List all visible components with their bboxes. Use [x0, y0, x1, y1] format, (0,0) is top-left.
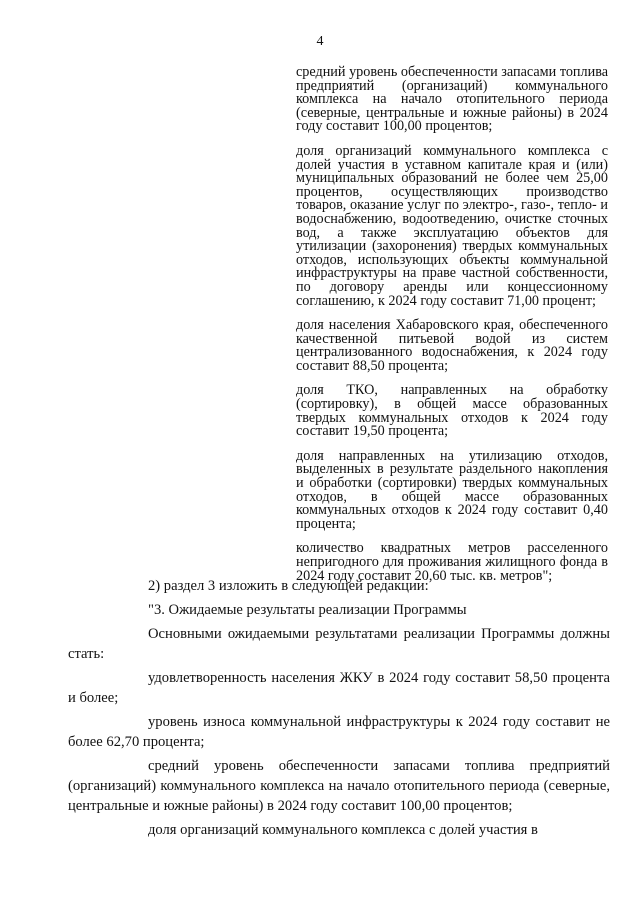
- indicator-waste-utilization: доля направленных на утилизацию отходов, выделенных в результате раздельного накопления и обработки (сортировки) твердых коммунальных отходов, в общей массе образованных коммунальных отходов к 2024 году составит 0,40 процента;: [296, 447, 608, 532]
- result-infrastructure-wear: уровень износа коммунальной инфраструктуры к 2024 году составит не более 62,70 процента;: [68, 714, 610, 750]
- indicator-fuel-reserves: средний уровень обеспеченности запасами топлива предприятий (организаций) коммунального комплекса на начало отопительного периода (северные, центральные и южные районы) в 2024 году составит 100,00 процентов;: [296, 64, 608, 135]
- result-satisfaction: удовлетворенность населения ЖКУ в 2024 году составит 58,50 процента и более;: [68, 670, 610, 706]
- result-fuel-reserves: средний уровень обеспеченности запасами топлива предприятий (организаций) коммунального комплекса на начало отопительного периода (северные, центральные и южные районы) в 2024 году составит 100,00 процентов;: [68, 758, 610, 814]
- result-utility-organizations-share: доля организаций коммунального комплекса с долей участия в: [148, 822, 538, 838]
- page-number: 4: [316, 34, 324, 49]
- section-3-heading: "3. Ожидаемые результаты реализации Программы: [148, 602, 467, 618]
- indicator-list-column: [296, 66, 608, 594]
- indicator-tko-sorting: доля ТКО, направленных на обработку (сортировку), в общей массе образованных твердых коммунальных отходов к 2024 году составит 19,50 процента;: [296, 382, 608, 440]
- indicator-utility-organizations-share: доля организаций коммунального комплекса с долей участия в уставном капитале края и (или) муниципальных образований не более чем 25,00 процентов, осуществляющих производство товаров, оказание услуг по электро-, газо-, тепло- и водоснабжению, водоотведению, очистке сточных вод, а также эксплуатацию объектов для утилизации (захоронения) твердых коммунальных отходов, использующих объекты коммунальной инфраструктуры на праве частной собственности, по договору аренды или концессионному соглашению, к 2024 году составит 71,00 процент;: [296, 142, 608, 309]
- indicator-drinking-water: доля населения Хабаровского края, обеспеченного качественной питьевой водой из систем централизованного водоснабжения, к 2024 году составит 88,50 процента;: [296, 317, 608, 374]
- amendment-item-2: 2) раздел 3 изложить в следующей редакции:: [148, 578, 429, 594]
- indicator-resettled-housing: количество квадратных метров расселенного непригодного для проживания жилищного фонда в 2024 году составит 20,60 тыс. кв. метров";: [296, 540, 608, 584]
- main-body-text: [68, 576, 610, 844]
- expected-results-intro: Основными ожидаемыми результатами реализации Программы должны стать:: [68, 626, 610, 662]
